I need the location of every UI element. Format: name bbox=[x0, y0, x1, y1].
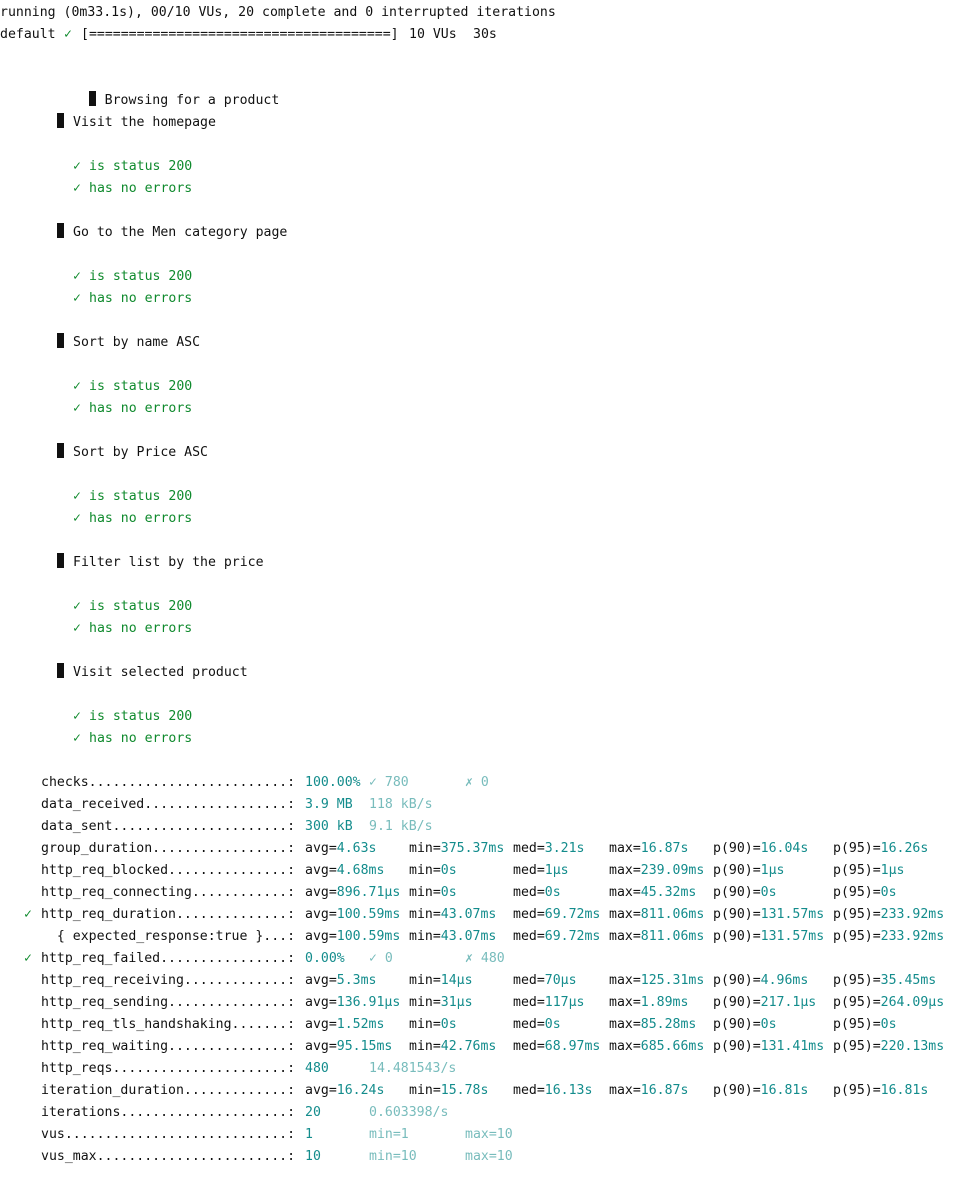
check-result-line bbox=[0, 398, 979, 420]
terminal-output bbox=[0, 2, 979, 1168]
check-pass-icon: ✓ bbox=[73, 621, 81, 636]
stat-avg: avg=4.68ms bbox=[305, 863, 385, 878]
check-result-line bbox=[0, 178, 979, 200]
metric-row bbox=[0, 1014, 979, 1036]
subgroup-marker-icon bbox=[57, 443, 64, 458]
stat-min: min=15.78s bbox=[409, 1083, 489, 1098]
subgroup-marker-icon bbox=[57, 333, 64, 348]
check-name: is status 200 bbox=[89, 599, 193, 614]
metric-row bbox=[0, 816, 979, 838]
blank-line bbox=[0, 310, 979, 332]
run-status-line bbox=[0, 2, 979, 24]
stat-min: min=42.76ms bbox=[409, 1039, 497, 1054]
metric-label: iterations.....................: bbox=[41, 1105, 296, 1120]
metric-label: data_sent......................: bbox=[41, 819, 296, 834]
metric-label: checks.........................: bbox=[41, 775, 296, 790]
stat-max: max=125.31ms bbox=[609, 973, 705, 988]
subgroup-title: Visit selected product bbox=[73, 665, 248, 680]
metric-value: 0.00% bbox=[305, 951, 345, 966]
stat-min: min=43.07ms bbox=[409, 929, 497, 944]
metric-rate: min=1 bbox=[369, 1127, 409, 1142]
metric-extra: ✗ 0 bbox=[465, 775, 489, 790]
stat-avg: avg=4.63s bbox=[305, 841, 377, 856]
metrics-summary bbox=[0, 772, 979, 1168]
stat-avg: avg=136.91µs bbox=[305, 995, 401, 1010]
metric-label: { expected_response:true }...: bbox=[41, 929, 296, 944]
stat-avg: avg=100.59ms bbox=[305, 929, 401, 944]
metric-rate: 9.1 kB/s bbox=[369, 819, 433, 834]
check-pass-icon: ✓ bbox=[73, 181, 81, 196]
stat-med: med=16.13s bbox=[513, 1083, 593, 1098]
threshold-pass-icon: ✓ bbox=[24, 907, 32, 922]
subgroup-marker-icon bbox=[57, 553, 64, 568]
check-name: is status 200 bbox=[89, 269, 193, 284]
scenario-duration: 30s bbox=[473, 27, 497, 42]
stat-p95: p(95)=1µs bbox=[833, 863, 905, 878]
subgroup-title: Visit the homepage bbox=[73, 115, 216, 130]
stat-p95: p(95)=220.13ms bbox=[833, 1039, 945, 1054]
metric-label: group_duration.................: bbox=[41, 841, 296, 856]
stat-p95: p(95)=0s bbox=[833, 1017, 897, 1032]
check-result-line bbox=[0, 706, 979, 728]
check-result-line bbox=[0, 618, 979, 640]
stat-max: max=45.32ms bbox=[609, 885, 697, 900]
check-name: is status 200 bbox=[89, 489, 193, 504]
stat-med: med=0s bbox=[513, 885, 561, 900]
metric-row bbox=[0, 794, 979, 816]
check-name: has no errors bbox=[89, 181, 193, 196]
check-pass-icon: ✓ bbox=[73, 269, 81, 284]
metric-label: http_req_waiting...............: bbox=[41, 1039, 296, 1054]
check-name: is status 200 bbox=[89, 379, 193, 394]
stat-avg: avg=100.59ms bbox=[305, 907, 401, 922]
stat-min: min=0s bbox=[409, 1017, 457, 1032]
metric-value: 300 kB bbox=[305, 819, 353, 834]
metric-label: http_req_failed................: bbox=[41, 951, 296, 966]
check-pass-icon: ✓ bbox=[73, 489, 81, 504]
metric-label: http_req_duration..............: bbox=[41, 907, 296, 922]
stat-p90: p(90)=0s bbox=[713, 885, 777, 900]
subgroup-list bbox=[0, 90, 979, 750]
subgroup-title: Sort by name ASC bbox=[73, 335, 201, 350]
subgroup-marker-icon bbox=[57, 113, 64, 128]
blank-line bbox=[0, 574, 979, 596]
stat-p90: p(90)=131.41ms bbox=[713, 1039, 825, 1054]
metric-row bbox=[0, 1146, 979, 1168]
metric-rate: 14.481543/s bbox=[369, 1061, 457, 1076]
stat-max: max=1.89ms bbox=[609, 995, 689, 1010]
metric-extra: ✗ 480 bbox=[465, 951, 505, 966]
stat-avg: avg=5.3ms bbox=[305, 973, 377, 988]
run-status-text: running (0m33.1s), 00/10 VUs, 20 complete and 0 interrupted iterations bbox=[0, 5, 556, 20]
metric-rate: 118 kB/s bbox=[369, 797, 433, 812]
subgroup-title-line bbox=[0, 442, 979, 464]
metric-row bbox=[0, 1080, 979, 1102]
stat-p90: p(90)=4.96ms bbox=[713, 973, 809, 988]
stat-p95: p(95)=264.09µs bbox=[833, 995, 945, 1010]
metric-row bbox=[0, 926, 979, 948]
check-pass-icon: ✓ bbox=[73, 731, 81, 746]
metric-label: vus............................: bbox=[41, 1127, 296, 1142]
metric-label: http_req_receiving.............: bbox=[41, 973, 296, 988]
metric-label: http_req_connecting............: bbox=[41, 885, 296, 900]
stat-p90: p(90)=131.57ms bbox=[713, 907, 825, 922]
subgroup-title-line bbox=[0, 112, 979, 134]
stat-p90: p(90)=131.57ms bbox=[713, 929, 825, 944]
stat-p90: p(90)=217.1µs bbox=[713, 995, 817, 1010]
metric-row bbox=[0, 948, 979, 970]
stat-max: max=16.87s bbox=[609, 1083, 689, 1098]
blank-line bbox=[0, 684, 979, 706]
check-result-line bbox=[0, 508, 979, 530]
metric-value: 1 bbox=[305, 1127, 313, 1142]
subgroup-title: Go to the Men category page bbox=[73, 225, 288, 240]
stat-avg: avg=896.71µs bbox=[305, 885, 401, 900]
stat-max: max=239.09ms bbox=[609, 863, 705, 878]
stat-p95: p(95)=16.81s bbox=[833, 1083, 929, 1098]
scenario-name: default bbox=[0, 27, 56, 42]
subgroup-marker-icon bbox=[57, 223, 64, 238]
blank-line bbox=[0, 750, 979, 772]
metric-value: 20 bbox=[305, 1105, 321, 1120]
metric-row bbox=[0, 1102, 979, 1124]
metric-label: http_req_tls_handshaking.......: bbox=[41, 1017, 296, 1032]
stat-max: max=685.66ms bbox=[609, 1039, 705, 1054]
stat-min: min=43.07ms bbox=[409, 907, 497, 922]
metric-row bbox=[0, 860, 979, 882]
metric-label: http_reqs......................: bbox=[41, 1061, 296, 1076]
subgroup-title-line bbox=[0, 662, 979, 684]
stat-med: med=70µs bbox=[513, 973, 577, 988]
check-pass-icon: ✓ bbox=[73, 379, 81, 394]
blank-line bbox=[0, 420, 979, 442]
subgroup-marker-icon bbox=[57, 663, 64, 678]
stat-med: med=0s bbox=[513, 1017, 561, 1032]
stat-med: med=68.97ms bbox=[513, 1039, 601, 1054]
subgroup-title: Filter list by the price bbox=[73, 555, 264, 570]
stat-max: max=85.28ms bbox=[609, 1017, 697, 1032]
stat-med: med=1µs bbox=[513, 863, 569, 878]
metric-label: data_received..................: bbox=[41, 797, 296, 812]
check-pass-icon: ✓ bbox=[73, 709, 81, 724]
metric-row bbox=[0, 1036, 979, 1058]
blank-line bbox=[0, 46, 979, 68]
stat-med: med=3.21s bbox=[513, 841, 585, 856]
check-pass-icon: ✓ bbox=[73, 291, 81, 306]
blank-line bbox=[0, 200, 979, 222]
metric-row bbox=[0, 992, 979, 1014]
check-name: is status 200 bbox=[89, 159, 193, 174]
group-marker-icon bbox=[89, 91, 96, 106]
blank-line bbox=[0, 640, 979, 662]
stat-p95: p(95)=35.45ms bbox=[833, 973, 937, 988]
blank-line bbox=[0, 134, 979, 156]
check-result-line bbox=[0, 376, 979, 398]
group-title-line bbox=[0, 68, 979, 108]
stat-p95: p(95)=233.92ms bbox=[833, 929, 945, 944]
stat-med: med=117µs bbox=[513, 995, 585, 1010]
metric-row bbox=[0, 838, 979, 860]
check-name: has no errors bbox=[89, 291, 193, 306]
metric-value: 10 bbox=[305, 1149, 321, 1164]
metric-extra: max=10 bbox=[465, 1149, 513, 1164]
check-result-line bbox=[0, 288, 979, 310]
stat-p95: p(95)=233.92ms bbox=[833, 907, 945, 922]
stat-p90: p(90)=16.04s bbox=[713, 841, 809, 856]
check-name: has no errors bbox=[89, 621, 193, 636]
check-pass-icon: ✓ bbox=[73, 511, 81, 526]
stat-max: max=16.87s bbox=[609, 841, 689, 856]
check-name: is status 200 bbox=[89, 709, 193, 724]
metric-value: 480 bbox=[305, 1061, 329, 1076]
blank-line bbox=[0, 464, 979, 486]
metric-extra: max=10 bbox=[465, 1127, 513, 1142]
metric-row bbox=[0, 772, 979, 794]
metric-rate: min=10 bbox=[369, 1149, 417, 1164]
stat-p90: p(90)=1µs bbox=[713, 863, 785, 878]
check-result-line bbox=[0, 728, 979, 750]
blank-line bbox=[0, 244, 979, 266]
check-result-line bbox=[0, 596, 979, 618]
metric-row bbox=[0, 1058, 979, 1080]
metric-row bbox=[0, 904, 979, 926]
metric-label: http_req_blocked...............: bbox=[41, 863, 296, 878]
check-result-line bbox=[0, 266, 979, 288]
stat-med: med=69.72ms bbox=[513, 929, 601, 944]
check-name: has no errors bbox=[89, 401, 193, 416]
metric-rate: ✓ 780 bbox=[369, 775, 409, 790]
metric-value: 3.9 MB bbox=[305, 797, 353, 812]
check-name: has no errors bbox=[89, 731, 193, 746]
group-title: Browsing for a product bbox=[104, 93, 280, 108]
check-pass-icon: ✓ bbox=[73, 599, 81, 614]
stat-min: min=0s bbox=[409, 863, 457, 878]
stat-med: med=69.72ms bbox=[513, 907, 601, 922]
subgroup-title-line bbox=[0, 222, 979, 244]
check-name: has no errors bbox=[89, 511, 193, 526]
stat-avg: avg=95.15ms bbox=[305, 1039, 393, 1054]
subgroup-title: Sort by Price ASC bbox=[73, 445, 208, 460]
metric-rate: 0.603398/s bbox=[369, 1105, 449, 1120]
scenario-check-icon: ✓ bbox=[64, 27, 72, 42]
stat-min: min=0s bbox=[409, 885, 457, 900]
metric-label: http_req_sending...............: bbox=[41, 995, 296, 1010]
stat-min: min=14µs bbox=[409, 973, 473, 988]
stat-min: min=375.37ms bbox=[409, 841, 505, 856]
metric-value: 100.00% bbox=[305, 775, 361, 790]
stat-min: min=31µs bbox=[409, 995, 473, 1010]
check-result-line bbox=[0, 156, 979, 178]
metric-row bbox=[0, 1124, 979, 1146]
stat-p95: p(95)=0s bbox=[833, 885, 897, 900]
stat-p90: p(90)=0s bbox=[713, 1017, 777, 1032]
stat-avg: avg=16.24s bbox=[305, 1083, 385, 1098]
subgroup-title-line bbox=[0, 332, 979, 354]
metric-label: iteration_duration.............: bbox=[41, 1083, 296, 1098]
scenario-progress-line bbox=[0, 24, 979, 46]
metric-label: vus_max........................: bbox=[41, 1149, 296, 1164]
check-pass-icon: ✓ bbox=[73, 159, 81, 174]
threshold-pass-icon: ✓ bbox=[24, 951, 32, 966]
scenario-vus: 10 VUs bbox=[409, 27, 457, 42]
blank-line bbox=[0, 354, 979, 376]
stat-p90: p(90)=16.81s bbox=[713, 1083, 809, 1098]
stat-avg: avg=1.52ms bbox=[305, 1017, 385, 1032]
check-result-line bbox=[0, 486, 979, 508]
check-pass-icon: ✓ bbox=[73, 401, 81, 416]
subgroup-title-line bbox=[0, 552, 979, 574]
stat-max: max=811.06ms bbox=[609, 907, 705, 922]
metric-rate: ✓ 0 bbox=[369, 951, 393, 966]
metric-row bbox=[0, 970, 979, 992]
progress-bar: [======================================] bbox=[81, 27, 399, 42]
stat-p95: p(95)=16.26s bbox=[833, 841, 929, 856]
blank-line bbox=[0, 530, 979, 552]
metric-row bbox=[0, 882, 979, 904]
stat-max: max=811.06ms bbox=[609, 929, 705, 944]
